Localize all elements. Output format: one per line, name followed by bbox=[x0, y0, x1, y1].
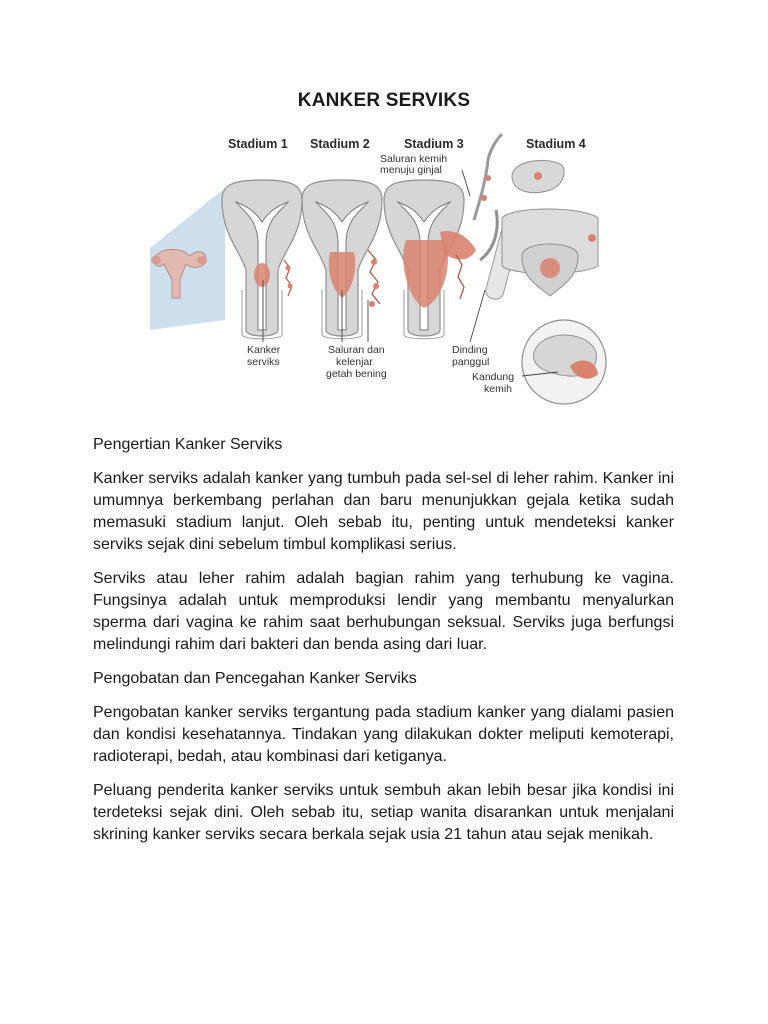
stage-1-uterus bbox=[222, 180, 302, 339]
document-body bbox=[93, 434, 674, 858]
stage-4-organs bbox=[502, 160, 598, 296]
stage-2-label: Stadium 2 bbox=[310, 137, 370, 151]
label-kanker: Kanker bbox=[247, 344, 281, 356]
section-heading-pengertian: Pengertian Kanker Serviks bbox=[93, 436, 283, 453]
stages-svg bbox=[150, 130, 618, 406]
stage-1-label: Stadium 1 bbox=[228, 137, 288, 151]
paragraph-pengobatan-1: Pengobatan kanker serviks tergantung pada stadium kanker yang dialami pasien dan kondisi kesehatannya. Tindakan yang dilakukan dokter meliputi kemoterapi, radioterapi, bedah, atau kombinasi dari ketiganya. bbox=[93, 704, 674, 765]
label-menuju-ginjal: menuju ginjal bbox=[380, 164, 442, 176]
label-serviks: serviks bbox=[247, 356, 280, 368]
stage-4-label: Stadium 4 bbox=[526, 137, 586, 151]
label-dinding: Dinding bbox=[452, 344, 488, 356]
label-saluran-kemih: Saluran kemih bbox=[380, 153, 448, 165]
label-getah-bening: getah bening bbox=[326, 368, 387, 380]
label-kelenjar: kelenjar bbox=[336, 356, 373, 368]
label-kemih: kemih bbox=[484, 383, 513, 395]
bladder-inset bbox=[522, 320, 606, 404]
paragraph-pengertian-2: Serviks atau leher rahim adalah bagian rahim yang terhubung ke vagina. Fungsinya adalah untuk memproduksi lendir yang membantu menyalurkan sperma dari vagina ke rahim saat berhubungan seksual. Serviks juga berfungsi melindungi rahim dari bakteri dan benda asing dari luar. bbox=[93, 570, 674, 653]
document-title: KANKER SERVIKS bbox=[297, 90, 471, 111]
cervical-cancer-stages-illustration bbox=[150, 130, 618, 406]
section-heading-pengobatan: Pengobatan dan Pencegahan Kanker Serviks bbox=[93, 670, 417, 687]
label-kandung: Kandung bbox=[472, 371, 515, 383]
label-saluran-dan: Saluran dan bbox=[328, 344, 385, 356]
paragraph-pengobatan-2: Peluang penderita kanker serviks untuk sembuh akan lebih besar jika kondisi ini terdeteksi sejak dini. Oleh sebab itu, setiap wanita disarankan untuk menjalani skrining kanker serviks secara berkala sejak usia 21 tahun atau sejak menikah. bbox=[93, 782, 674, 843]
stage-3-label: Stadium 3 bbox=[404, 137, 464, 151]
label-panggul: panggul bbox=[452, 356, 490, 368]
paragraph-pengertian-1: Kanker serviks adalah kanker yang tumbuh pada sel-sel di leher rahim. Kanker ini umumnya berkembang perlahan dan baru menunjukkan gejala ketika sudah memasuki stadium lanjut. Oleh sebab itu, penting untuk mendeteksi kanker serviks sejak dini sebelum timbul komplikasi serius. bbox=[93, 470, 674, 553]
